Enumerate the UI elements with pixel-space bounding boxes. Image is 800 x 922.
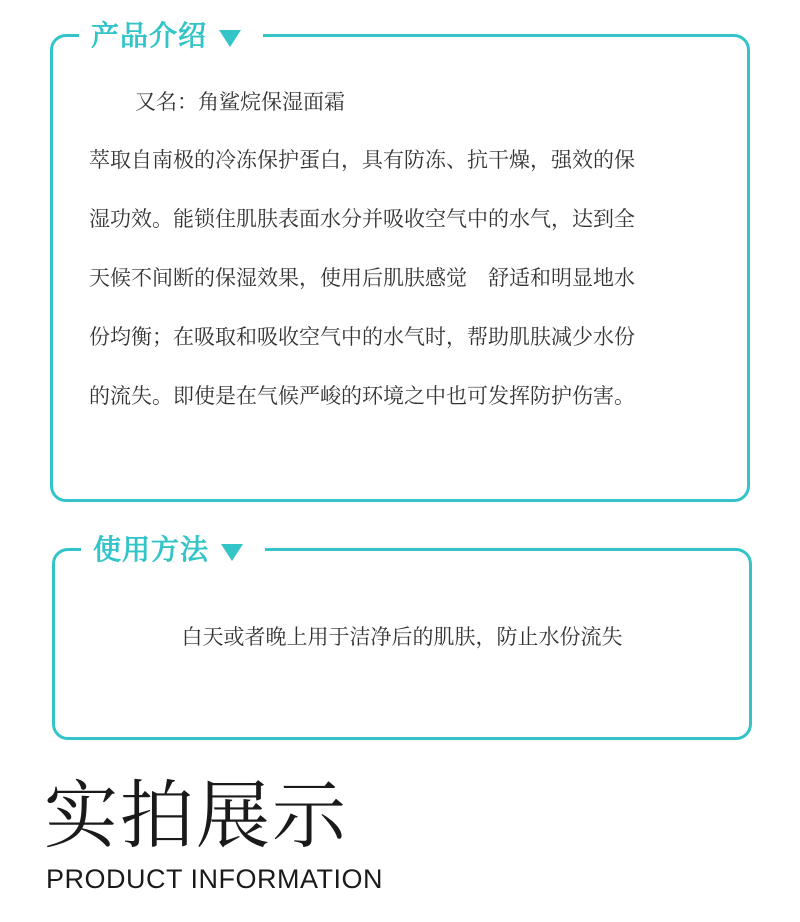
- product-intro-heading: [79, 17, 263, 55]
- description-line: 湿功效。能锁住肌肤表面水分并吸收空气中的水气，达到全: [89, 207, 635, 231]
- usage-section: [52, 533, 752, 740]
- triangle-down-icon: [219, 30, 241, 47]
- description-line: 萃取自南极的冷冻保护蛋白，具有防冻、抗干燥，强效的保: [89, 148, 635, 172]
- triangle-down-icon: [221, 544, 243, 561]
- showcase-title: 实拍展示: [44, 773, 348, 859]
- product-alias: 又名：角鲨烷保湿面霜: [135, 90, 345, 114]
- description-line: 的流失。即使是在气候严峻的环境之中也可发挥防护伤害。: [89, 384, 635, 408]
- usage-instructions: 白天或者晚上用于洁净后的肌肤，防止水份流失: [181, 625, 623, 649]
- usage-heading-text: 使用方法: [93, 533, 210, 566]
- showcase-subtitle: PRODUCT INFORMATION: [46, 864, 383, 894]
- description-line: 天候不间断的保湿效果，使用后肌肤感觉 舒适和明显地水: [89, 266, 635, 290]
- description-line: 份均衡；在吸取和吸收空气中的水气时，帮助肌肤减少水份: [89, 325, 635, 349]
- usage-heading: [81, 531, 265, 569]
- product-description: [89, 141, 729, 436]
- product-intro-heading-text: 产品介绍: [91, 19, 208, 52]
- product-intro-section: [50, 19, 750, 502]
